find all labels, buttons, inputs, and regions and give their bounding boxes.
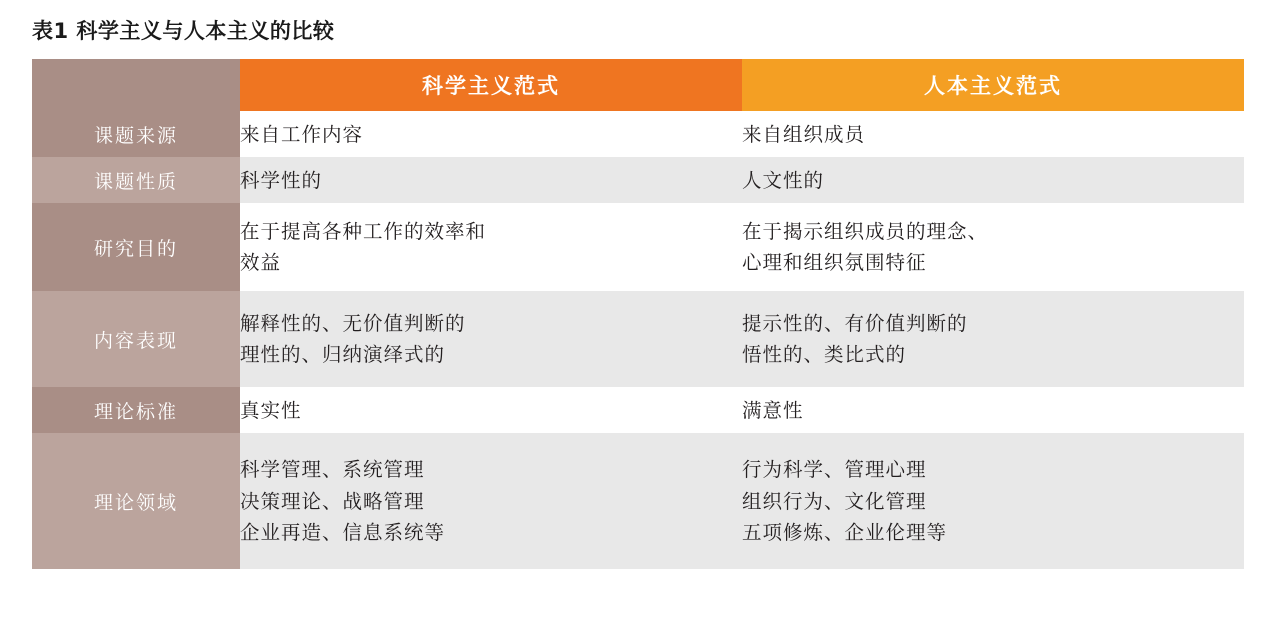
cell-line: 科学管理、系统管理 bbox=[240, 457, 425, 481]
row-label: 课题性质 bbox=[32, 157, 240, 203]
cell-line: 五项修炼、企业伦理等 bbox=[742, 521, 948, 545]
header-corner-cell bbox=[32, 59, 240, 111]
table-header-row bbox=[32, 59, 1244, 111]
table-caption: 表1 科学主义与人本主义的比较 bbox=[32, 19, 335, 43]
table-row bbox=[32, 433, 1244, 569]
cell-line: 解释性的、无价值判断的 bbox=[240, 311, 466, 335]
table-row bbox=[32, 111, 1244, 157]
cell-humanism bbox=[742, 387, 1244, 433]
table-row bbox=[32, 157, 1244, 203]
cell-humanism bbox=[742, 291, 1244, 387]
header-science-paradigm: 科学主义范式 bbox=[240, 59, 742, 111]
cell-line: 真实性 bbox=[240, 398, 302, 422]
cell-line: 行为科学、管理心理 bbox=[742, 457, 927, 481]
row-label: 研究目的 bbox=[32, 203, 240, 291]
cell-line: 来自组织成员 bbox=[742, 122, 866, 146]
cell-science bbox=[240, 387, 742, 433]
cell-humanism bbox=[742, 433, 1244, 569]
cell-line: 满意性 bbox=[742, 398, 804, 422]
table-row bbox=[32, 203, 1244, 291]
cell-line: 科学性的 bbox=[240, 168, 323, 192]
cell-science bbox=[240, 291, 742, 387]
cell-line: 效益 bbox=[240, 251, 282, 275]
table-row bbox=[32, 291, 1244, 387]
header-humanism-paradigm: 人本主义范式 bbox=[742, 59, 1244, 111]
cell-line: 组织行为、文化管理 bbox=[742, 489, 927, 513]
cell-line: 理性的、归纳演绎式的 bbox=[240, 343, 446, 367]
cell-line: 提示性的、有价值判断的 bbox=[742, 311, 968, 335]
row-label: 理论领域 bbox=[32, 433, 240, 569]
cell-science bbox=[240, 157, 742, 203]
cell-humanism bbox=[742, 111, 1244, 157]
comparison-table bbox=[32, 59, 1244, 569]
cell-humanism bbox=[742, 157, 1244, 203]
cell-line: 人文性的 bbox=[742, 168, 825, 192]
cell-humanism bbox=[742, 203, 1244, 291]
cell-line: 决策理论、战略管理 bbox=[240, 489, 425, 513]
cell-science bbox=[240, 433, 742, 569]
table-row bbox=[32, 387, 1244, 433]
cell-line: 来自工作内容 bbox=[240, 122, 364, 146]
row-label: 课题来源 bbox=[32, 111, 240, 157]
cell-line: 悟性的、类比式的 bbox=[742, 343, 907, 367]
cell-line: 心理和组织氛围特征 bbox=[742, 251, 927, 275]
cell-science bbox=[240, 111, 742, 157]
cell-line: 企业再造、信息系统等 bbox=[240, 521, 446, 545]
cell-science bbox=[240, 203, 742, 291]
cell-line: 在于揭示组织成员的理念、 bbox=[742, 219, 989, 243]
cell-line: 在于提高各种工作的效率和 bbox=[240, 219, 487, 243]
row-label: 理论标准 bbox=[32, 387, 240, 433]
row-label: 内容表现 bbox=[32, 291, 240, 387]
